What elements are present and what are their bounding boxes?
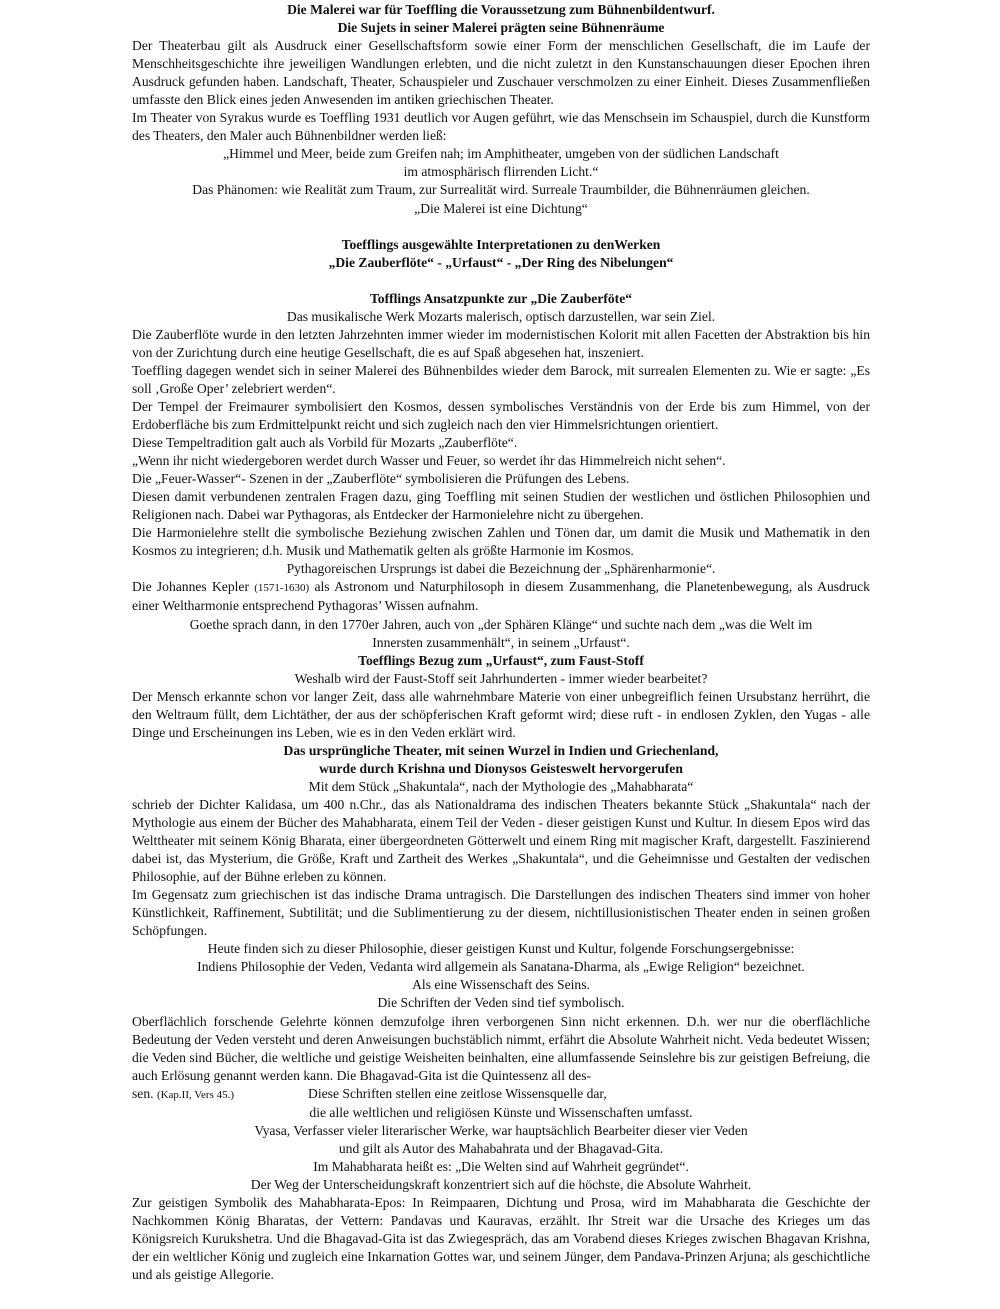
text-run: Diese Schriften stellen eine zeitlose Wissensquelle dar, xyxy=(308,1085,607,1101)
centered-line: Goethe sprach dann, in den 1770er Jahren, auch von „der Sphären Klänge“ und suchte nach dem „was die Welt im xyxy=(189,616,813,632)
centered-line: Die Schriften der Veden sind tief symbolisch. xyxy=(377,995,625,1011)
centered-line: Indiens Philosophie der Veden, Vedanta wird allgemein als Sanatana-Dharma, als „Ewige Religion“ bezeichnet. xyxy=(197,959,805,975)
text-run: als Astronom und Naturphilosoph in diesem Zusammenhang, die Planetenbewegung, als Ausdruck einer Weltharmonie entsprechend Pythagoras’ Wissen aufnahm. xyxy=(132,579,870,614)
paragraph xyxy=(132,578,870,615)
paragraph: Toeffling dagegen wendet sich in seiner Malerei des Bühnenbildes wieder dem Barock, mit surrealen Elementen zu. Wie er sagte: „Es soll ‚Große Oper’ zelebriert werden“. xyxy=(132,362,870,396)
section-heading: Das ursprüngliche Theater, mit seinen Wurzel in Indien und Griechenland, xyxy=(283,742,719,758)
centered-line: Weshalb wird der Faust-Stoff seit Jahrhunderten - immer wieder bearbeitet? xyxy=(294,670,708,686)
text-run: sen. xyxy=(132,1085,154,1101)
paragraph: Oberflächlich forschende Gelehrte können demzufolge ihren verborgenen Sinn nicht erkennen. D.h. wer nur die oberflächliche Bedeutung der Veden versteht und deren Anweisungen buchstäblich nimmt, erfährt die Absolute Wahrheit nicht. Veda bedeutet Wissen; die Veden sind Bücher, die weltliche und geistige Weisheiten beinhalten, eine allumfassende Seinslehre bis zur geistigen Befreiung, die auch Erlösung genannt werden kann. Die Bhagavad-Gita ist die Quintessenz all des- xyxy=(132,1013,870,1083)
text-run: Die Johannes Kepler xyxy=(132,579,249,595)
paragraph: Diesen damit verbundenen zentralen Fragen dazu, ging Toeffling mit seinen Studien der westlichen und östlichen Philosophien und Religionen nach. Dabei war Pythagoras, als Entdecker der Harmonielehre nicht zu übergehen. xyxy=(132,489,870,523)
paragraph: Diese Tempeltradition galt auch als Vorbild für Mozarts „Zauberflöte“. xyxy=(132,435,518,451)
centered-quote: „Die Malerei ist eine Dichtung“ xyxy=(414,200,588,216)
section-urfaust xyxy=(132,652,870,742)
centered-line: und gilt als Autor des Mahabahrata und der Bhagavad-Gita. xyxy=(338,1140,664,1156)
section-subheading: wurde durch Krishna und Dionysos Geisteswelt hervorgerufen xyxy=(319,760,683,776)
centered-line: Mit dem Stück „Shakuntala“, nach der Mythologie des „Mahabharata“ xyxy=(308,778,694,794)
paragraph: Im Gegensatz zum griechischen ist das indische Drama untragisch. Die Darstellungen des indischen Theaters sind immer von hoher Künstlichkeit, Raffinement, Subtilität; und die Sublimentierung zu der diesem, nichtillusionistischen Theater enden in seinen großen Schöpfungen. xyxy=(132,887,870,939)
paragraph: Die Harmonielehre stellt die symbolische Beziehung zwischen Zahlen und Tönen dar, um damit die Musik und Mathematik in den Kosmos zu integrieren; d.h. Musik und Mathematik gelten als größte Harmonie im Kosmos. xyxy=(132,525,870,559)
dates-note: (1571-1630) xyxy=(254,582,310,595)
centered-line: Als eine Wissenschaft des Seins. xyxy=(412,977,590,993)
centered-line: die alle weltlichen und religiösen Künste und Wissenschaften umfasst. xyxy=(309,1104,693,1120)
paragraph: Die Zauberflöte wurde in den letzten Jahrzehnten immer wieder im modernistischen Kolorit mit allen Facetten der Abstraktion bis hin von der Zurichtung durch eine heutige Gesellschaft, die es auf Spaß abgesehen hat, inszeniert. xyxy=(132,326,870,360)
centered-line: Das musikalische Werk Mozarts malerisch, optisch darzustellen, war sein Ziel. xyxy=(286,308,716,324)
verse-reference: (Kap.II, Vers 45.) xyxy=(156,1088,235,1101)
paragraph: Der Mensch erkannte schon vor langer Zeit, dass alle wahrnehmbare Materie von einer unbegreiflich feinen Ursubstanz herrührt, die den Weltraum füllt, dem Lichtäther, der aus der schöpferischen Kraft geformt wird; diese ruft - in endlosen Zyklen, den Yugas - alle Dinge und Erscheinungen ins Leben, wie es in den Veden erklärt wird. xyxy=(132,688,870,740)
quote-line: „Himmel und Meer, beide zum Greifen nah; im Amphitheater, umgeben von der südlichen Landschaft xyxy=(223,146,779,162)
centered-line: Heute finden sich zu dieser Philosophie, dieser geistigen Kunst und Kultur, folgende Forschungsergebnisse: xyxy=(207,941,795,957)
centered-line: Innersten zusammenhält“, in seinem „Urfaust“. xyxy=(372,634,630,650)
section-heading: Die Malerei war für Toeffling die Voraussetzung zum Bühnenbildentwurf. xyxy=(287,2,715,17)
spacer xyxy=(132,218,870,236)
section-subheading: „Die Zauberflöte“ - „Urfaust“ - „Der Ring des Nibelungen“ xyxy=(328,254,674,270)
quote-line: im atmosphärisch flirrenden Licht.“ xyxy=(403,164,599,180)
section-heading: Tofflings Ansatzpunkte zur „Die Zauberföte“ xyxy=(369,290,633,306)
centered-line: Im Mahabharata heißt es: „Die Welten sind auf Wahrheit gegründet“. xyxy=(313,1158,689,1174)
paragraph-tail xyxy=(132,1085,870,1104)
section-interpretationen xyxy=(132,236,870,272)
paragraph: Im Theater von Syrakus wurde es Toeffling 1931 deutlich vor Augen geführt, wie das Menschsein im Schauspiel, durch die Kunstform des Theaters, den Maler auch Bühnenbildner werden ließ: xyxy=(132,110,870,144)
section-theater-indien xyxy=(132,742,870,1284)
paragraph: Die „Feuer-Wasser“- Szenen in der „Zauberflöte“ symbolisieren die Prüfungen des Lebens. xyxy=(132,471,630,487)
section-malerei xyxy=(132,1,870,218)
centered-line: Der Weg der Unterscheidungskraft konzentriert sich auf die höchste, die Absolute Wahrheit. xyxy=(250,1176,752,1192)
centered-line: Pythagoreischen Ursprungs ist dabei die Bezeichnung der „Sphärenharmonie“. xyxy=(286,561,716,577)
centered-line: Das Phänomen: wie Realität zum Traum, zur Surrealität wird. Surreale Traumbilder, die Bühnenräumen gleichen. xyxy=(192,182,810,198)
paragraph: schrieb der Dichter Kalidasa, um 400 n.Chr., das als Nationaldrama des indischen Theaters bekannte Stück „Shakuntala“ nach der Mythologie aus einem der Bücher des Mahabharata, einem Teil der Veden - dieser geistigen Kunst und Kultur. In diesem Epos wird das Welttheater mit seinem König Bharata, einer übergeordneten Götterwelt und einem Ring mit magischer Kraft, dargestellt. Faszinierend dabei ist, das Mysterium, die Größe, Kraft und Zartheit des Werkes „Shakuntala“, und die Geheimnisse und Gestalten der vedischen Philosophie, auf der Bühne erleben zu können. xyxy=(132,796,870,885)
paragraph: Der Tempel der Freimaurer symbolisiert den Kosmos, dessen symbolisches Verständnis von der Erde bis zum Himmel, von der Erdoberfläche bis zum Erdmittelpunkt reicht und sich zugleich nach den vier Himmelsrichtungen orientiert. xyxy=(132,398,870,432)
spacer xyxy=(132,272,870,290)
paragraph: Zur geistigen Symbolik des Mahabharata-Epos: In Reimpaaren, Dichtung und Prosa, wird im Mahabharata die Geschichte der Nachkommen König Bharatas, der Vettern: Pandavas und Kauravas, erzählt. Ihr Streit war die Ursache des Krieges um das Königsreich Kurukshetra. Und die Bhagavad-Gita ist das Zwiegespräch, das am Vorabend dieses Krieges zwischen Bhagavan Krishna, der ein weltlicher König und zugleich eine Inkarnation Gottes war, und seinem Jünger, dem Pandava-Prinzen Arjuna; als geschichtliche und als geistige Allegorie. xyxy=(132,1195,870,1283)
centered-line: Vyasa, Verfasser vieler literarischer Werke, war hauptsächlich Bearbeiter dieser vier Veden xyxy=(254,1122,748,1138)
section-heading: Toefflings Bezug zum „Urfaust“, zum Faust-Stoff xyxy=(358,652,644,668)
section-zauberfloete xyxy=(132,290,870,652)
paragraph: Der Theaterbau gilt als Ausdruck einer Gesellschaftsform sowie einer Form der menschlichen Gesellschaft, die im Laufe der Menschheitsgeschichte ihre jeweiligen Wandlungen erlebten, und die nicht zuletzt in den Kunstanschauungen dieser Epochen ihren Ausdruck gefunden haben. Landschaft, Theater, Schauspieler und Zuschauer verschmolzen zu einer Einheit. Dieses Zusammenfließen umfasste den Blick eines jeden Anwesenden im antiken griechischen Theater. xyxy=(132,38,870,108)
section-subheading: Die Sujets in seiner Malerei prägten seine Bühnenräume xyxy=(337,20,665,36)
paragraph: „Wenn ihr nicht wiedergeboren werdet durch Wasser und Feuer, so werdet ihr das Himmelreich nicht sehen“. xyxy=(132,453,726,469)
section-heading: Toefflings ausgewählte Interpretationen zu denWerken xyxy=(341,236,661,252)
